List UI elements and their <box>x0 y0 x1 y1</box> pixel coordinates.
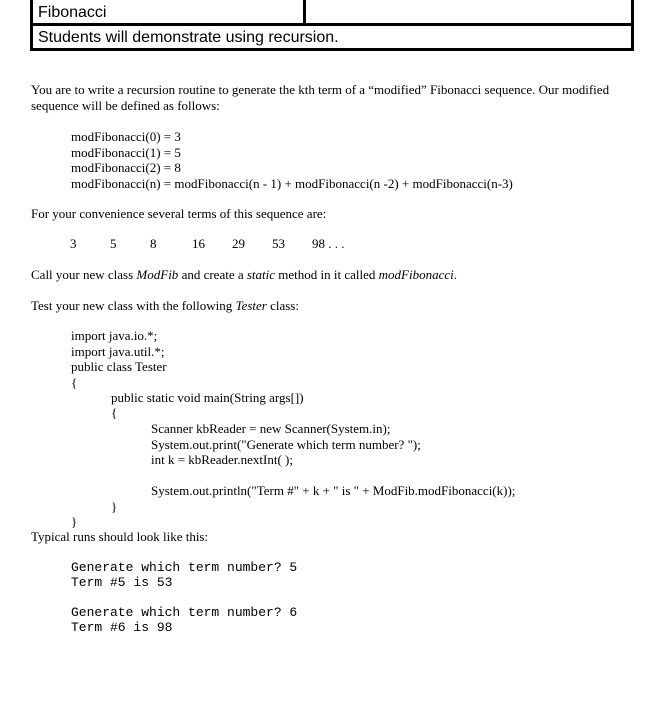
class-instruction-part: method in it called <box>275 267 379 282</box>
static-keyword: static <box>246 267 276 282</box>
code-line: import java.util.*; <box>71 344 165 359</box>
term-value: 5 <box>110 236 117 251</box>
header-title: Fibonacci <box>38 4 107 21</box>
term-value: 16 <box>192 236 205 251</box>
term-value: 29 <box>232 236 245 251</box>
intro-line-2: sequence will be defined as follows: <box>31 98 220 113</box>
tester-instruction-part: class: <box>266 298 299 313</box>
class-instruction-part: Call your new class <box>31 267 137 282</box>
class-instruction <box>31 267 457 283</box>
code-line: { <box>111 405 118 420</box>
term-value-last <box>312 236 345 252</box>
tester-name: Tester <box>235 298 267 313</box>
term-value: 98 <box>312 236 325 251</box>
code-line: { <box>71 375 78 390</box>
code-line: System.out.print("Generate which term number? "); <box>151 437 421 452</box>
code-line: import java.io.*; <box>71 328 158 343</box>
header-subtitle-cell <box>30 26 634 51</box>
header-title-cell <box>30 0 306 26</box>
typical-runs-text: Typical runs should look like this: <box>31 529 209 544</box>
code-line: } <box>71 514 78 529</box>
definition-line: modFibonacci(0) = 3 <box>71 129 181 144</box>
run-result: Term #6 is 98 <box>71 620 173 635</box>
definition-line: modFibonacci(1) = 5 <box>71 145 181 160</box>
class-instruction-part: . <box>453 267 458 282</box>
code-line: public class Tester <box>71 359 167 374</box>
intro-line-1: You are to write a recursion routine to generate the kth term of a “modified” Fibonacci sequence. Our modified <box>31 82 610 97</box>
term-value: 8 <box>150 236 157 251</box>
code-line: public static void main(String args[]) <box>111 390 304 405</box>
tester-instruction-part: Test your new class with the following <box>31 298 236 313</box>
code-line: int k = kbReader.nextInt( ); <box>151 452 293 467</box>
definition-line: modFibonacci(2) = 8 <box>71 160 181 175</box>
header-subtitle: Students will demonstrate using recursion. <box>38 29 339 46</box>
definition-line: modFibonacci(n) = modFibonacci(n - 1) + modFibonacci(n -2) + modFibonacci(n-3) <box>71 176 513 191</box>
convenience-text: For your convenience several terms of this sequence are: <box>31 206 327 221</box>
header-empty-cell <box>306 0 634 26</box>
run-result: Term #5 is 53 <box>71 575 173 590</box>
tester-instruction <box>31 298 299 314</box>
code-line: } <box>111 499 118 514</box>
terms-ellipsis: . . . <box>325 236 345 251</box>
class-name: ModFib <box>136 267 179 282</box>
class-instruction-part: and create a <box>178 267 247 282</box>
term-value: 3 <box>70 236 77 251</box>
run-prompt: Generate which term number? 5 <box>71 560 298 575</box>
run-prompt: Generate which term number? 6 <box>71 605 298 620</box>
code-line: Scanner kbReader = new Scanner(System.in); <box>151 421 391 436</box>
method-name: modFibonacci <box>378 267 454 282</box>
term-value: 53 <box>272 236 285 251</box>
code-line: System.out.println("Term #" + k + " is " + ModFib.modFibonacci(k)); <box>151 483 516 498</box>
